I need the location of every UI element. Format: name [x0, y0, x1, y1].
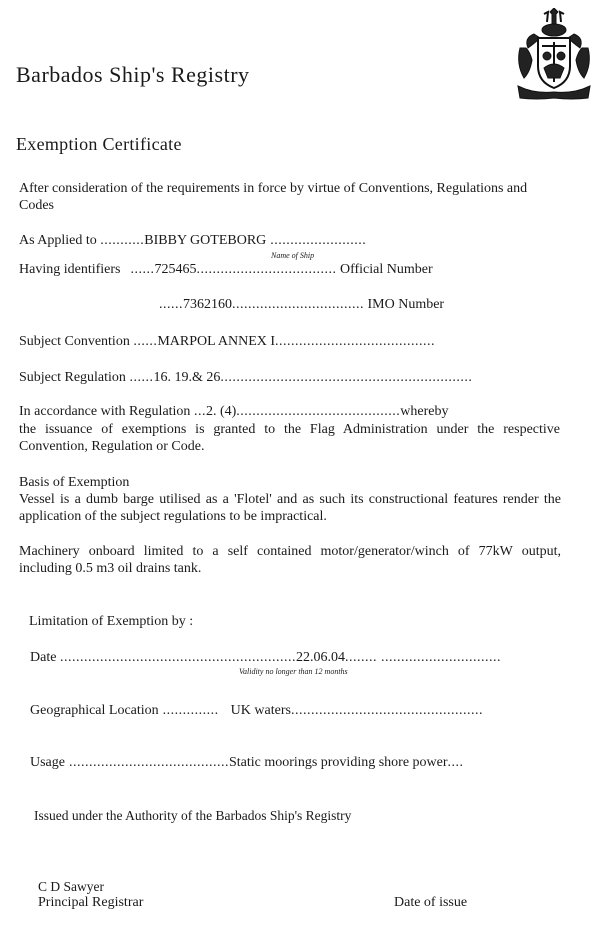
dot-leader: ..............	[158, 703, 219, 718]
location-line	[30, 703, 483, 719]
official-number-value: 725465	[154, 262, 197, 277]
basis-paragraph-1: Vessel is a dumb barge utilised as a 'Flotel' and as such its constructional features render the application of the subject regulations to be impractical.	[19, 492, 561, 524]
accordance-suffix: whereby	[400, 404, 449, 419]
usage-label: Usage	[30, 755, 65, 770]
dot-leader: ......	[129, 370, 154, 385]
signatory-title: Principal Registrar	[38, 895, 144, 910]
dot-leader: ........................................	[275, 334, 436, 349]
date-of-issue-label: Date of issue	[394, 895, 468, 910]
usage-line	[30, 755, 464, 771]
dot-leader: ...........	[100, 233, 145, 248]
dot-leader: .........................................	[236, 404, 401, 419]
imo-number-value: 7362160	[183, 297, 232, 312]
dot-leader: ......	[133, 334, 158, 349]
applied-to-line	[19, 233, 366, 249]
coat-of-arms-icon	[514, 8, 594, 100]
location-label: Geographical Location	[30, 703, 159, 718]
regulation-label: Subject Regulation	[19, 370, 130, 385]
registry-title: Barbados Ship's Registry	[16, 62, 250, 87]
dot-leader: ........................................	[65, 755, 229, 770]
date-line	[30, 650, 501, 666]
regulation-value: 16. 19.& 26	[153, 370, 221, 385]
date-label: Date	[30, 650, 60, 665]
validity-caption: Validity no longer than 12 months	[239, 667, 348, 676]
dot-leader: ......	[130, 262, 155, 277]
ship-name-value: BIBBY GOTEBORG	[144, 233, 267, 248]
signatory-name: C D Sawyer	[38, 879, 104, 894]
dot-leader: ......	[159, 297, 183, 312]
convention-value: MARPOL ANNEX I	[157, 334, 276, 349]
accordance-regulation-value: 2. (4)	[205, 404, 237, 419]
regulation-line	[19, 370, 472, 386]
dot-leader: ........................	[266, 233, 367, 248]
limitation-heading: Limitation of Exemption by :	[29, 614, 194, 629]
identifiers-label: Having identifiers	[19, 262, 121, 277]
usage-value: Static moorings providing shore power	[229, 755, 448, 770]
basis-heading: Basis of Exemption	[19, 475, 130, 490]
authority-statement: Issued under the Authority of the Barbados Ship's Registry	[34, 808, 352, 823]
dot-leader: ...........................................................	[59, 650, 296, 665]
imo-line	[159, 297, 444, 313]
dot-leader: ...................................	[196, 262, 337, 277]
accordance-continuation: the issuance of exemptions is granted to the Flag Administration under the respective Convention, Regulation or Code.	[19, 422, 560, 454]
location-value: UK waters	[230, 703, 291, 718]
dot-leader: ...	[193, 404, 206, 419]
dot-leader: ....	[447, 755, 464, 770]
convention-line	[19, 334, 435, 350]
basis-paragraph-2: Machinery onboard limited to a self contained motor/generator/winch of 77kW output, including 0.5 m3 oil drains tank.	[19, 544, 561, 576]
date-value: 22.06.04	[295, 650, 345, 665]
applied-to-label: As Applied to	[19, 233, 101, 248]
accordance-prefix: In accordance with Regulation	[19, 404, 194, 419]
imo-number-label: IMO Number	[364, 297, 445, 312]
identifiers-line	[19, 262, 433, 278]
ship-name-caption: Name of Ship	[271, 251, 315, 260]
dot-leader: .................................	[232, 297, 364, 312]
intro-text: After consideration of the requirements in force by virtue of Conventions, Regulations and Codes	[19, 181, 528, 213]
dot-leader: ...............................................................	[220, 370, 473, 385]
official-number-label: Official Number	[336, 262, 433, 277]
dot-leader: ........ ..............................	[344, 650, 501, 665]
dot-leader: ................................................	[290, 703, 483, 718]
certificate-title: Exemption Certificate	[16, 134, 182, 154]
convention-label: Subject Convention	[19, 334, 134, 349]
accordance-line	[19, 404, 448, 420]
